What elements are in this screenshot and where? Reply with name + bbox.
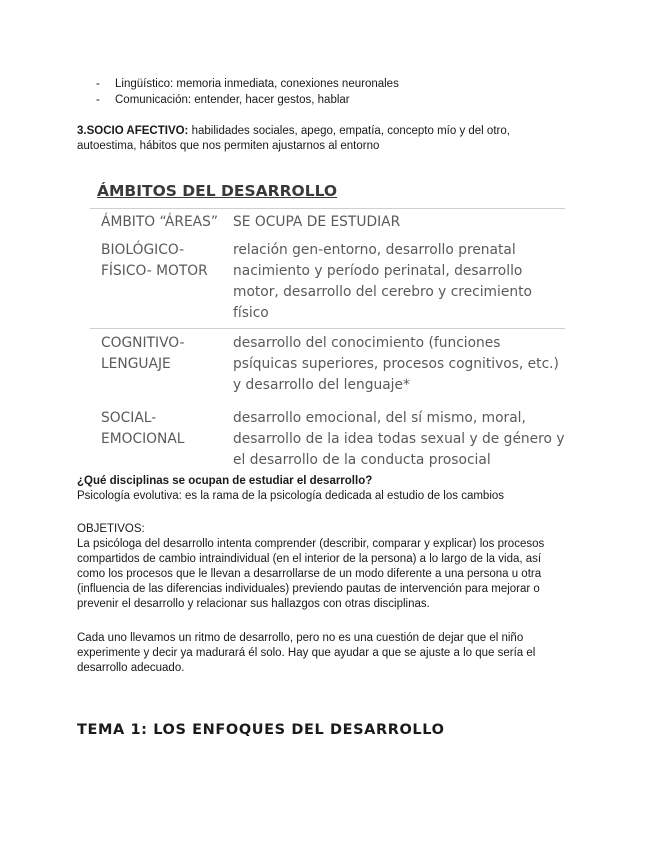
ambitos-table: [90, 208, 565, 471]
desc-cell: relación gen-entorno, desarrollo prenatal nacimiento y período perinatal, desarrollo motor, desarrollo del cerebro y crecimiento físico: [233, 242, 532, 321]
question-block: [77, 474, 577, 504]
socio-afectivo-label: 3.SOCIO AFECTIVO:: [77, 125, 189, 137]
area-cell: [90, 240, 233, 329]
question-title: ¿Qué disciplinas se ocupan de estudiar el desarrollo?: [77, 475, 373, 487]
area-line: BIOLÓGICO-: [101, 242, 185, 258]
area-line: SOCIAL-: [101, 410, 157, 426]
bullet-item: [96, 93, 399, 109]
table-row: [90, 240, 565, 329]
socio-afectivo-paragraph: [77, 124, 557, 154]
table-header-row: [90, 209, 565, 241]
table-row: [90, 402, 565, 471]
bullet-item: [96, 77, 399, 93]
bullet-text: Lingüístico: memoria inmediata, conexiones neuronales: [115, 78, 399, 90]
objetivos-label: OBJETIVOS:: [77, 523, 145, 535]
objetivos-block: [77, 522, 559, 612]
ritmo-paragraph: Cada uno llevamos un ritmo de desarrollo, pero no es una cuestión de dejar que el niño experimente y decir ya madurará él solo. Hay que ayudar a que se ajuste a lo que sería el desarrollo adecuado.: [77, 632, 536, 674]
desc-cell: desarrollo emocional, del sí mismo, moral, desarrollo de la idea todas sexual y de género y el desarrollo de la conducta prosocial: [233, 410, 565, 468]
socio-afectivo-text: habilidades sociales, apego, empatía, concepto mío y del otro, autoestima, hábitos que nos permiten ajustarnos al entorno: [77, 125, 510, 152]
ambitos-figure: [90, 176, 565, 468]
area-cell: [90, 402, 233, 471]
header-estudiar: SE OCUPA DE ESTUDIAR: [233, 209, 565, 241]
objetivos-text: La psicóloga del desarrollo intenta comprender (describir, comparar y explicar) los procesos compartidos de cambio intraindividual (en el interior de la persona) a lo largo de la vida, así como los procesos que le llevan a desarrollarse de un modo diferente a una persona u otra (influencia de las diferencias individuales) previendo pautas de intervención para mejorar o prevenir el desarrollo y relacionar sus hallazgos con otras disciplinas.: [77, 538, 545, 610]
area-line: FÍSICO- MOTOR: [101, 263, 208, 279]
header-ambito: ÁMBITO “ÁREAS”: [90, 209, 233, 241]
area-line: EMOCIONAL: [101, 431, 185, 447]
area-line: COGNITIVO-: [101, 335, 185, 351]
area-line: LENGUAJE: [101, 356, 171, 372]
bullet-text: Comunicación: entender, hacer gestos, hablar: [115, 94, 350, 106]
tema-heading: TEMA 1: LOS ENFOQUES DEL DESARROLLO: [77, 722, 445, 738]
bullet-dash: -: [96, 78, 100, 90]
figure-title: ÁMBITOS DEL DESARROLLO: [97, 182, 338, 200]
area-cell: [90, 329, 233, 403]
bullet-dash: -: [96, 94, 100, 106]
table-row: [90, 329, 565, 403]
question-answer: Psicología evolutiva: es la rama de la psicología dedicada al estudio de los cambios: [77, 490, 505, 502]
bullet-list: [96, 77, 399, 109]
desc-cell: desarrollo del conocimiento (funciones psíquicas superiores, procesos cognitivos, etc.) y desarrollo del lenguaje*: [233, 329, 565, 403]
